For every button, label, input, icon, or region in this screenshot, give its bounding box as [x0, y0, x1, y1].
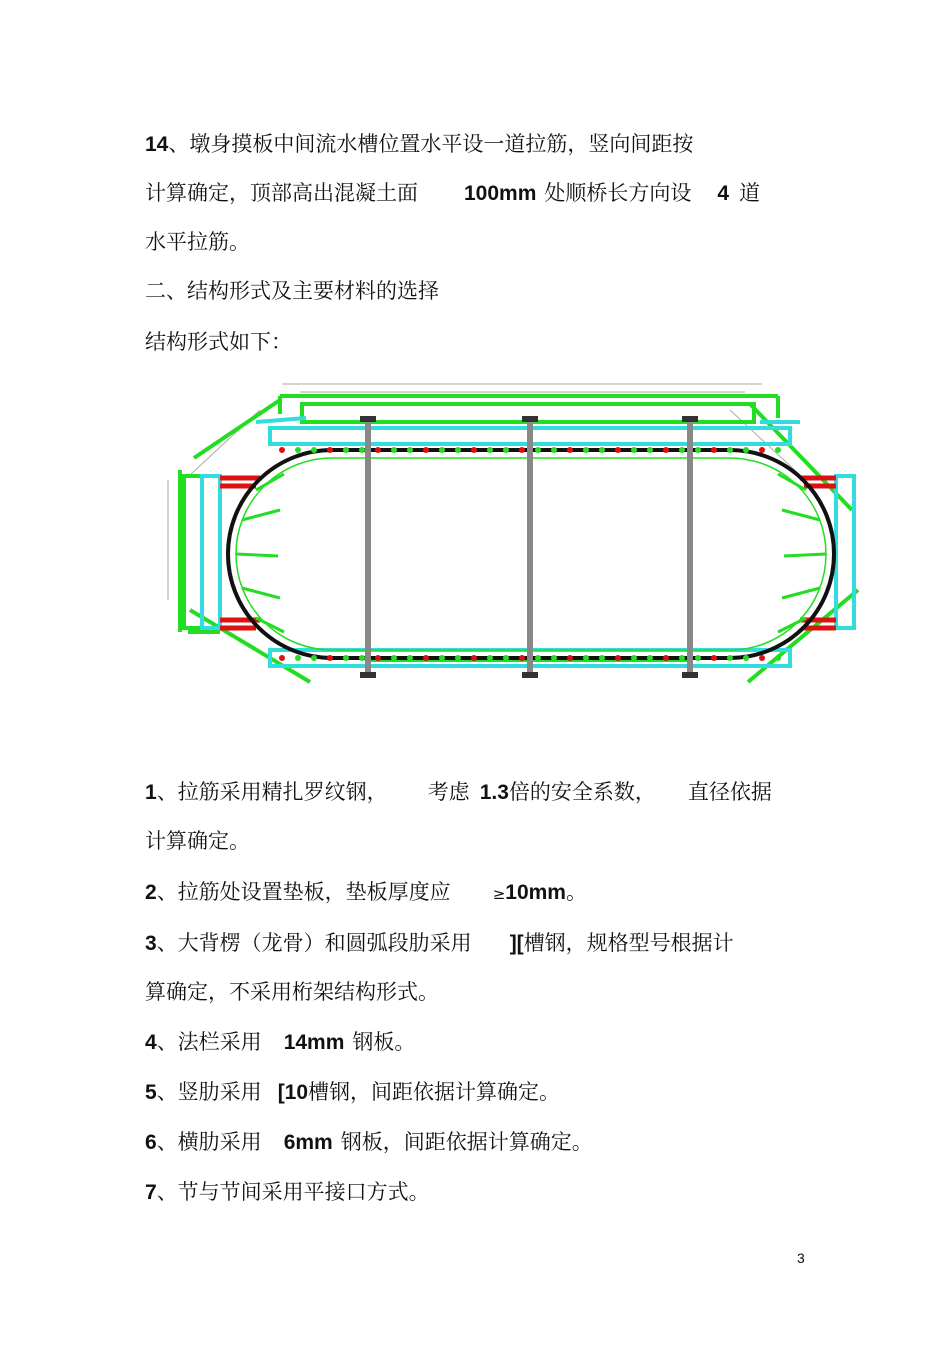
item-text: 考虑	[427, 780, 470, 804]
list-item-5	[145, 1078, 560, 1107]
section-title: 二、结构形式及主要材料的选择	[145, 279, 439, 303]
item-14-line-3	[145, 228, 250, 256]
rib-marker	[583, 655, 589, 661]
item-number: 7	[145, 1181, 157, 1204]
item-text: 钢板。	[352, 1030, 416, 1054]
rib-marker	[407, 655, 413, 661]
list-item-3-cont: 算确定，不采用桁架结构形式。	[145, 980, 439, 1004]
rib-marker	[295, 447, 301, 453]
rib-marker	[503, 655, 509, 661]
rib-marker	[679, 447, 685, 453]
list-item-7	[145, 1178, 430, 1207]
intro-text: 结构形式如下：	[145, 330, 292, 354]
list-item-1-cont: 计算确定。	[145, 829, 250, 853]
rib-marker	[695, 447, 701, 453]
item-number: 5	[145, 1081, 157, 1104]
outer-frame-green	[180, 396, 858, 682]
item-text: 、横肋采用	[156, 1130, 262, 1154]
rib-marker	[631, 655, 637, 661]
rib-marker	[311, 447, 317, 453]
item-text: 、节与节间采用平接口方式。	[156, 1180, 430, 1204]
item-text: 、拉筋采用精扎罗纹钢，	[156, 780, 388, 804]
item-text: 道	[739, 181, 761, 205]
item-text: 钢板，间距依据计算确定。	[340, 1130, 593, 1154]
rib-marker	[279, 655, 285, 661]
rib-marker	[663, 655, 669, 661]
item-value: 10mm	[505, 881, 566, 904]
item-text: 处顺桥长方向设	[544, 181, 692, 205]
item-number: 6	[145, 1131, 157, 1154]
list-item-1	[145, 778, 772, 807]
page-number: 3	[797, 1250, 805, 1266]
rib-marker	[743, 447, 749, 453]
item-value: 1.3	[479, 781, 509, 804]
list-item-2	[145, 878, 587, 908]
rib-marker	[375, 655, 381, 661]
item-text: 计算确定，顶部高出混凝土面	[145, 181, 418, 205]
item-14-line-1	[145, 130, 693, 159]
item-number: 14	[145, 133, 169, 156]
item-value: [10	[277, 1081, 309, 1104]
rib-marker	[391, 655, 397, 661]
item-text: 直径依据	[687, 780, 772, 804]
rib-marker	[695, 655, 701, 661]
rib-marker	[487, 655, 493, 661]
item-text: 、法栏采用	[156, 1030, 262, 1054]
formwork-diagram	[160, 370, 870, 700]
rib-marker	[423, 655, 429, 661]
rib-marker	[519, 447, 525, 453]
rib-marker	[439, 447, 445, 453]
rib-marker	[727, 447, 733, 453]
rib-marker	[327, 655, 333, 661]
rib-marker	[551, 655, 557, 661]
rib-marker	[359, 655, 365, 661]
item-text: 槽钢，规格型号根据计	[523, 931, 734, 955]
item-text: 水平拉筋。	[145, 230, 250, 254]
item-number: 1	[145, 781, 157, 804]
rib-marker	[343, 447, 349, 453]
rib-marker	[471, 447, 477, 453]
rib-marker	[583, 447, 589, 453]
list-item-4	[145, 1028, 415, 1057]
list-item-6	[145, 1128, 593, 1157]
rib-marker	[743, 655, 749, 661]
rib-marker	[391, 447, 397, 453]
rib-marker	[295, 655, 301, 661]
rib-marker	[343, 655, 349, 661]
rib-marker	[711, 655, 717, 661]
rib-marker	[311, 655, 317, 661]
rib-marker	[599, 655, 605, 661]
rib-marker	[551, 447, 557, 453]
rib-marker	[759, 655, 765, 661]
item-value: ][	[509, 932, 524, 955]
rib-marker	[727, 655, 733, 661]
item-14-line-2	[145, 179, 760, 208]
rib-marker	[359, 447, 365, 453]
rib-marker	[631, 447, 637, 453]
rib-marker	[423, 447, 429, 453]
item-text: 、竖肋采用	[156, 1080, 262, 1104]
rib-marker	[535, 447, 541, 453]
rib-marker	[535, 655, 541, 661]
rib-marker	[487, 447, 493, 453]
item-number: 3	[145, 932, 157, 955]
rib-marker	[455, 447, 461, 453]
dimension-lines	[168, 384, 800, 600]
item-value: 4	[717, 182, 730, 205]
item-text: 倍的安全系数，	[508, 780, 656, 804]
rib-marker	[615, 447, 621, 453]
item-value: 6mm	[283, 1131, 333, 1154]
item-symbol: ≥	[492, 885, 506, 903]
rib-marker	[567, 655, 573, 661]
item-number: 4	[145, 1031, 157, 1054]
rib-marker	[567, 447, 573, 453]
rib-marker	[647, 655, 653, 661]
rib-marker	[503, 447, 509, 453]
rib-marker	[647, 447, 653, 453]
rib-marker	[375, 447, 381, 453]
item-text: 、拉筋处设置垫板，垫板厚度应	[156, 880, 451, 904]
rib-marker	[711, 447, 717, 453]
rib-marker	[279, 447, 285, 453]
item-text: 、大背楞（龙骨）和圆弧段肋采用	[156, 931, 472, 955]
item-text: 、墩身摸板中间流水槽位置水平设一道拉筋，竖向间距按	[168, 132, 694, 156]
rib-marker	[407, 447, 413, 453]
rib-marker	[471, 655, 477, 661]
item-value: 100mm	[464, 182, 537, 205]
item-number: 2	[145, 881, 157, 904]
rib-marker	[439, 655, 445, 661]
list-item-3	[145, 929, 734, 958]
item-text: 。	[565, 880, 587, 904]
rib-marker	[327, 447, 333, 453]
rib-marker	[663, 447, 669, 453]
rib-marker	[615, 655, 621, 661]
rib-marker	[775, 447, 781, 453]
item-text: 槽钢，间距依据计算确定。	[308, 1080, 561, 1104]
rib-marker	[759, 447, 765, 453]
rib-marker	[519, 655, 525, 661]
rib-marker	[775, 655, 781, 661]
rib-marker	[679, 655, 685, 661]
rib-marker	[599, 447, 605, 453]
item-value: 14mm	[283, 1031, 345, 1054]
rib-marker	[455, 655, 461, 661]
